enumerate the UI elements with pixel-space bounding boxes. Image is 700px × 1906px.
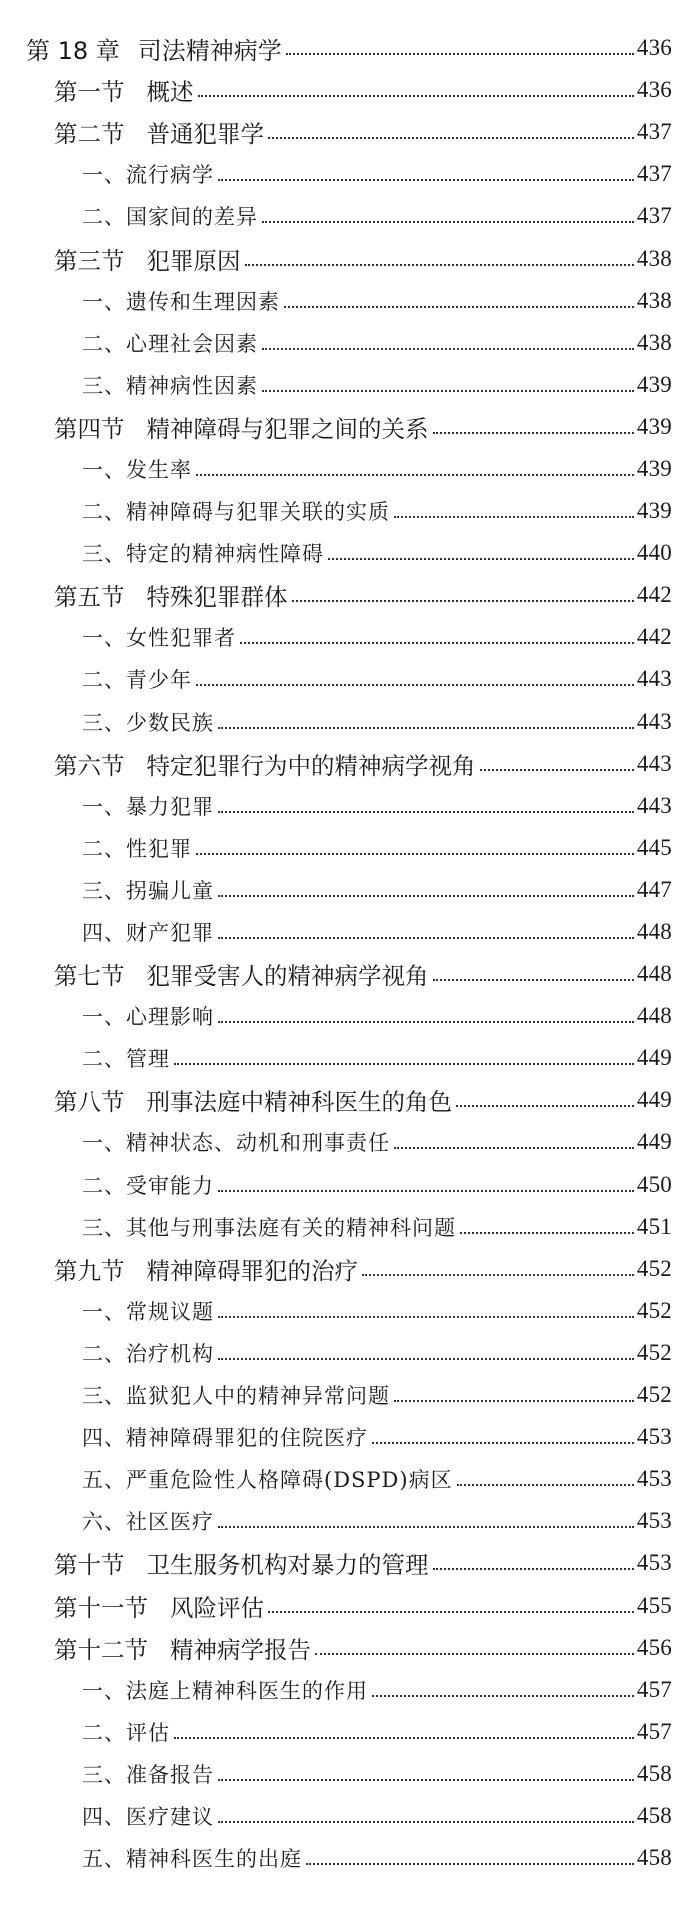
toc-subsection-entry[interactable] (0, 1837, 700, 1879)
toc-page-number: 438 (636, 287, 672, 313)
dot-leader (218, 1316, 634, 1318)
toc-subsection-entry[interactable] (0, 364, 700, 406)
dot-leader (394, 516, 634, 518)
dot-leader (268, 1611, 634, 1613)
dot-leader (218, 1358, 634, 1360)
toc-entry-title: 普通犯罪学 (146, 120, 264, 149)
toc-page-number: 456 (636, 1634, 672, 1660)
toc-entry-number: 第八节 (54, 1088, 125, 1117)
toc-entry-heading (54, 1546, 429, 1580)
toc-page-number: 438 (636, 329, 672, 355)
toc-entry-title: 犯罪原因 (146, 246, 241, 275)
toc-entry-number: 第 18 章 (26, 36, 120, 65)
toc-entry-title: 三、特定的精神病性障碍 (82, 542, 324, 567)
toc-entry-heading (54, 578, 288, 612)
dot-leader (306, 1863, 634, 1865)
toc-entry-title: 一、发生率 (82, 457, 192, 482)
toc-entry-number: 第三节 (54, 246, 125, 275)
toc-subsection-entry[interactable] (0, 1332, 700, 1374)
dot-leader (262, 348, 634, 350)
toc-subsection-entry[interactable] (0, 785, 700, 827)
toc-entry-title: 精神障碍与犯罪之间的关系 (146, 414, 429, 443)
dot-leader (286, 53, 634, 55)
dot-leader (245, 264, 634, 266)
toc-subsection-entry[interactable] (0, 1711, 700, 1753)
toc-entry-heading (54, 73, 194, 107)
toc-subsection-entry[interactable] (0, 869, 700, 911)
toc-page-number: 451 (636, 1213, 672, 1239)
toc-entry-number: 第二节 (54, 120, 125, 149)
toc-page-number: 457 (636, 1718, 672, 1744)
toc-page-number: 438 (636, 245, 672, 271)
toc-entry-heading (54, 747, 476, 781)
toc-page-number: 452 (636, 1255, 672, 1281)
toc-section-entry[interactable] (0, 406, 700, 448)
toc-chapter-entry[interactable] (0, 27, 700, 69)
toc-subsection-entry[interactable] (0, 1037, 700, 1079)
dot-leader (218, 937, 634, 939)
toc-page-number: 436 (636, 77, 672, 103)
toc-subsection-entry[interactable] (0, 1121, 700, 1163)
toc-entry-title: 风险评估 (170, 1593, 264, 1622)
toc-section-entry[interactable] (0, 1584, 700, 1626)
toc-page-number: 447 (636, 876, 672, 902)
dot-leader (218, 1821, 634, 1823)
toc-entry-title: 三、少数民族 (82, 710, 214, 735)
toc-subsection-entry[interactable] (0, 1500, 700, 1542)
toc-entry-title: 一、常规议题 (82, 1299, 214, 1324)
toc-entry-title: 二、国家间的差异 (82, 205, 258, 230)
dot-leader (394, 1147, 634, 1149)
toc-subsection-entry[interactable] (0, 827, 700, 869)
toc-entry-title: 精神病学报告 (170, 1635, 311, 1664)
toc-subsection-entry[interactable] (0, 1416, 700, 1458)
toc-entry-title: 一、遗传和生理因素 (82, 289, 280, 314)
toc-section-entry[interactable] (0, 69, 700, 111)
toc-section-entry[interactable] (0, 237, 700, 279)
toc-entry-heading (54, 1252, 358, 1286)
toc-entry-title: 二、精神障碍与犯罪关联的实质 (82, 500, 390, 525)
toc-entry-number: 第六节 (54, 751, 125, 780)
toc-page-number: 439 (636, 371, 672, 397)
toc-entry-heading (54, 1589, 264, 1623)
toc-entry-title: 特殊犯罪群体 (146, 583, 288, 612)
toc-page-number: 452 (636, 1339, 672, 1365)
toc-page-number: 442 (636, 582, 672, 608)
toc-page-number: 442 (636, 624, 672, 650)
toc-entry-title: 一、流行病学 (82, 163, 214, 188)
toc-subsection-entry[interactable] (0, 911, 700, 953)
toc-subsection-entry[interactable] (0, 280, 700, 322)
dot-leader (240, 642, 634, 644)
toc-page-number: 437 (636, 161, 672, 187)
dot-leader (456, 1105, 634, 1107)
dot-leader (328, 558, 634, 560)
toc-section-entry[interactable] (0, 574, 700, 616)
toc-entry-number: 第十二节 (54, 1635, 148, 1664)
dot-leader (218, 1190, 634, 1192)
dot-leader (460, 1232, 634, 1234)
toc-entry-title: 二、评估 (82, 1720, 170, 1745)
toc-subsection-entry[interactable] (0, 1795, 700, 1837)
toc-entry-number: 第九节 (54, 1256, 125, 1285)
toc-entry-title: 三、准备报告 (82, 1762, 214, 1787)
toc-entry-title: 四、医疗建议 (82, 1804, 214, 1829)
dot-leader (362, 1274, 634, 1276)
toc-subsection-entry[interactable] (0, 1753, 700, 1795)
dot-leader (315, 1653, 634, 1655)
toc-entry-heading (54, 957, 429, 991)
toc-entry-title: 二、管理 (82, 1047, 170, 1072)
dot-leader (196, 474, 634, 476)
toc-entry-title: 一、暴力犯罪 (82, 794, 214, 819)
dot-leader (218, 1526, 634, 1528)
toc-page-number: 458 (636, 1760, 672, 1786)
toc-page-number: 453 (636, 1508, 672, 1534)
dot-leader (480, 769, 634, 771)
dot-leader (372, 1695, 634, 1697)
dot-leader (433, 1568, 634, 1570)
toc-section-entry[interactable] (0, 1248, 700, 1290)
toc-entry-number: 第七节 (54, 962, 125, 991)
dot-leader (394, 1400, 634, 1402)
dot-leader (174, 1063, 634, 1065)
toc-entry-title: 二、心理社会因素 (82, 331, 258, 356)
toc-page-number: 449 (636, 1087, 672, 1113)
toc-page-number: 439 (636, 498, 672, 524)
toc-entry-heading (54, 1631, 311, 1665)
toc-page-number: 437 (636, 203, 672, 229)
toc-page-number: 443 (636, 708, 672, 734)
toc-section-entry[interactable] (0, 1079, 700, 1121)
toc-subsection-entry[interactable] (0, 616, 700, 658)
toc-section-entry[interactable] (0, 1542, 700, 1584)
toc-entry-heading (54, 115, 264, 149)
toc-page-number: 455 (636, 1592, 672, 1618)
dot-leader (174, 1737, 634, 1739)
toc-subsection-entry[interactable] (0, 448, 700, 490)
toc-entry-title: 四、精神障碍罪犯的住院医疗 (82, 1426, 368, 1451)
toc-subsection-entry[interactable] (0, 701, 700, 743)
dot-leader (284, 306, 634, 308)
toc-subsection-entry[interactable] (0, 1290, 700, 1332)
table-of-contents (0, 27, 700, 1879)
dot-leader (268, 137, 634, 139)
toc-subsection-entry[interactable] (0, 195, 700, 237)
toc-entry-title: 概述 (146, 78, 194, 107)
toc-page-number: 452 (636, 1297, 672, 1323)
toc-section-entry[interactable] (0, 1627, 700, 1669)
toc-subsection-entry[interactable] (0, 658, 700, 700)
toc-entry-number: 第十节 (54, 1551, 125, 1580)
dot-leader (218, 179, 634, 181)
toc-section-entry[interactable] (0, 743, 700, 785)
toc-subsection-entry[interactable] (0, 1374, 700, 1416)
toc-page-number: 453 (636, 1550, 672, 1576)
toc-page-number: 453 (636, 1466, 672, 1492)
dot-leader (196, 853, 634, 855)
toc-page-number: 448 (636, 1003, 672, 1029)
toc-entry-heading (54, 242, 241, 276)
dot-leader (457, 1484, 634, 1486)
toc-entry-number: 第五节 (54, 583, 125, 612)
toc-page-number: 443 (636, 666, 672, 692)
toc-entry-title: 二、青少年 (82, 668, 192, 693)
toc-page-number: 443 (636, 792, 672, 818)
toc-entry-title: 二、受审能力 (82, 1173, 214, 1198)
toc-page-number: 457 (636, 1676, 672, 1702)
toc-entry-title: 精神障碍罪犯的治疗 (146, 1256, 358, 1285)
dot-leader (196, 684, 634, 686)
toc-entry-heading (54, 1083, 452, 1117)
dot-leader (372, 1442, 634, 1444)
toc-entry-title: 五、严重危险性人格障碍(DSPD)病区 (82, 1468, 453, 1493)
toc-entry-title: 二、性犯罪 (82, 836, 192, 861)
dot-leader (262, 390, 634, 392)
toc-page-number: 448 (636, 919, 672, 945)
toc-page-number: 439 (636, 455, 672, 481)
toc-page-number: 449 (636, 1129, 672, 1155)
toc-subsection-entry[interactable] (0, 532, 700, 574)
toc-entry-heading (26, 31, 282, 66)
toc-entry-number: 第十一节 (54, 1593, 148, 1622)
toc-page-number: 449 (636, 1045, 672, 1071)
toc-entry-title: 三、精神病性因素 (82, 373, 258, 398)
toc-entry-title: 特定犯罪行为中的精神病学视角 (146, 751, 476, 780)
toc-entry-title: 三、其他与刑事法庭有关的精神科问题 (82, 1215, 456, 1240)
toc-entry-number: 第一节 (54, 78, 125, 107)
toc-page-number: 448 (636, 961, 672, 987)
dot-leader (292, 600, 634, 602)
toc-page-number: 453 (636, 1424, 672, 1450)
toc-page-number: 436 (636, 35, 672, 61)
toc-entry-title: 四、财产犯罪 (82, 921, 214, 946)
toc-page-number: 450 (636, 1171, 672, 1197)
toc-page-number: 440 (636, 540, 672, 566)
dot-leader (262, 221, 634, 223)
toc-page-number: 443 (636, 750, 672, 776)
toc-entry-title: 五、精神科医生的出庭 (82, 1847, 302, 1872)
toc-entry-title: 一、心理影响 (82, 1005, 214, 1030)
dot-leader (198, 95, 634, 97)
toc-page-number: 445 (636, 834, 672, 860)
toc-subsection-entry[interactable] (0, 1669, 700, 1711)
toc-entry-title: 三、监狱犯人中的精神异常问题 (82, 1384, 390, 1409)
toc-subsection-entry[interactable] (0, 995, 700, 1037)
toc-subsection-entry[interactable] (0, 490, 700, 532)
toc-entry-title: 三、拐骗儿童 (82, 878, 214, 903)
toc-entry-title: 司法精神病学 (137, 36, 282, 65)
toc-entry-title: 一、法庭上精神科医生的作用 (82, 1678, 368, 1703)
dot-leader (433, 432, 634, 434)
dot-leader (218, 1779, 634, 1781)
dot-leader (218, 727, 634, 729)
toc-subsection-entry[interactable] (0, 1164, 700, 1206)
toc-section-entry[interactable] (0, 111, 700, 153)
toc-entry-title: 卫生服务机构对暴力的管理 (146, 1551, 429, 1580)
toc-entry-number: 第四节 (54, 414, 125, 443)
toc-page-number: 437 (636, 119, 672, 145)
toc-entry-title: 犯罪受害人的精神病学视角 (146, 962, 429, 991)
toc-entry-title: 二、治疗机构 (82, 1341, 214, 1366)
dot-leader (433, 979, 634, 981)
toc-entry-title: 一、女性犯罪者 (82, 626, 236, 651)
toc-page-number: 458 (636, 1845, 672, 1871)
toc-entry-heading (54, 410, 429, 444)
toc-entry-title: 一、精神状态、动机和刑事责任 (82, 1131, 390, 1156)
toc-section-entry[interactable] (0, 953, 700, 995)
toc-page-number: 439 (636, 413, 672, 439)
toc-page-number: 452 (636, 1382, 672, 1408)
dot-leader (218, 811, 634, 813)
toc-page-number: 458 (636, 1802, 672, 1828)
toc-subsection-entry[interactable] (0, 153, 700, 195)
toc-entry-title: 六、社区医疗 (82, 1510, 214, 1535)
dot-leader (218, 1021, 634, 1023)
toc-entry-title: 刑事法庭中精神科医生的角色 (146, 1088, 452, 1117)
toc-subsection-entry[interactable] (0, 322, 700, 364)
toc-subsection-entry[interactable] (0, 1458, 700, 1500)
toc-subsection-entry[interactable] (0, 1206, 700, 1248)
dot-leader (218, 895, 634, 897)
